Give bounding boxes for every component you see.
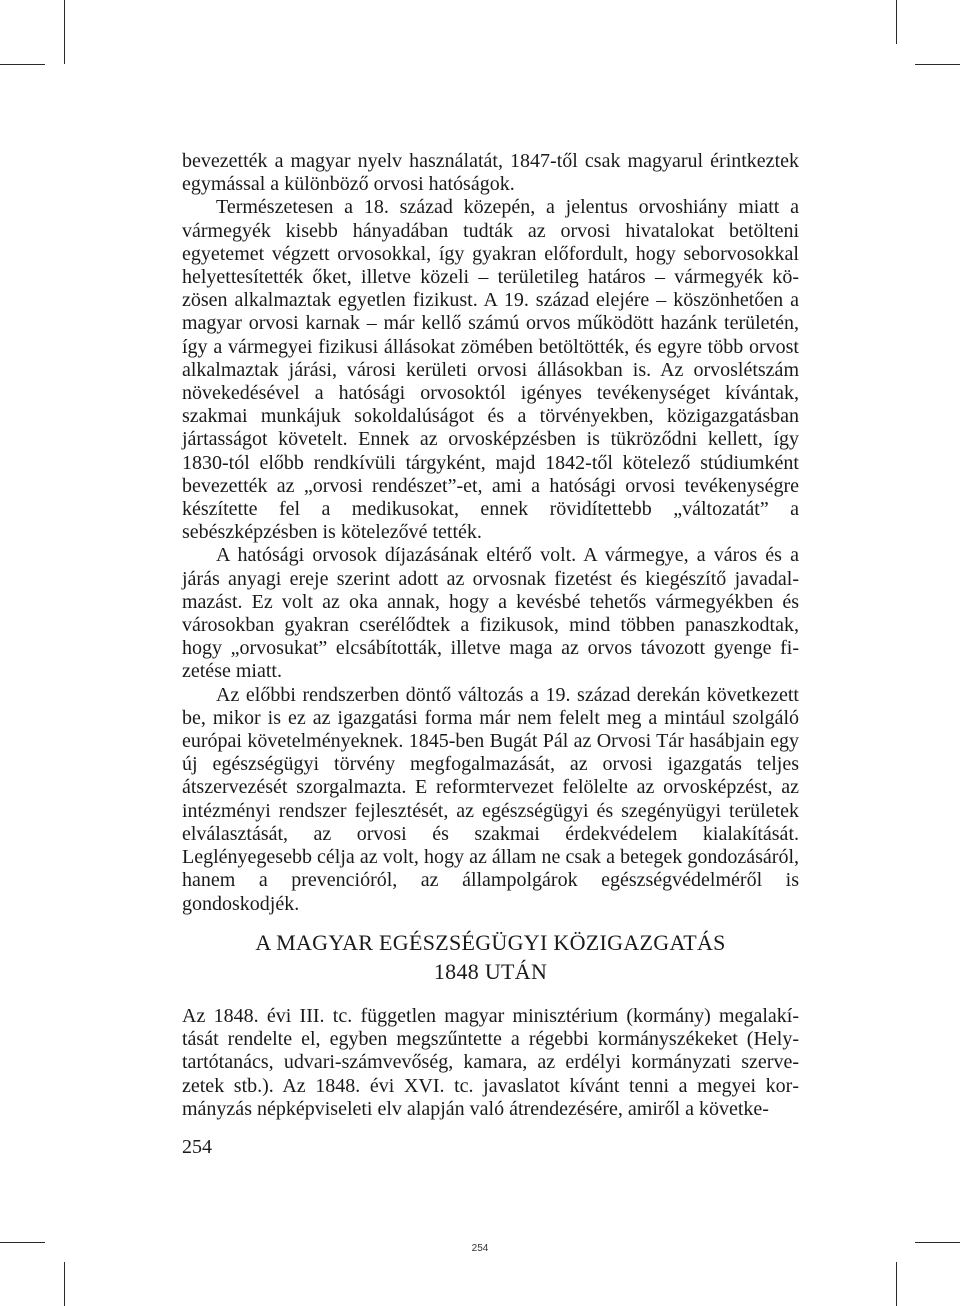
crop-mark — [64, 1262, 65, 1306]
crop-mark — [896, 1262, 897, 1306]
paragraph: Az előbbi rendszerben döntő változás a 19. század derekán következett be, mikor is ez az igazgatási forma már nem felelt meg a mintául szolgáló európai követelményeknek. 1845-ben Bugát Pál az Orvosi Tár hasábjain egy új egészségügyi törvény megfogalmazását, az orvosi igazgatás teljes átszervezését szorgalmazta. E reformtervezet felölelte az orvosképzést, az intézményi rendszer fejlesztését, az egészségügyi és szegényügyi területek elválasztását, az orvosi és szakmai érdekvédelem kialakítását. Leglényegesebb célja az volt, hogy az állam ne csak a betegek gondozásáról, hanem a prevencióról, az állampolgárok egészségvédelméről is gondoskodjék. — [182, 683, 799, 915]
paragraph: Az 1848. évi III. tc. független magyar minisztérium (kormány) megalakítását rendelte el, egyben megszűntette a régebbi kormányszékeket (Helytartótanács, udvari-számvevőség, kamara, az erdélyi kormányzati szervezetek stb.). Az 1848. évi XVI. tc. javaslatot kívánt tenni a megyei kormányzás népképviseleti elv alapján való átrendezésére, amiről a követke- — [182, 1005, 799, 1120]
paragraph: A hatósági orvosok díjazásának eltérő volt. A vármegye, a város és a járás anyagi ereje szerint adott az orvosnak fizetést és kiegészítő javadalmazást. Ez volt az oka annak, hogy a kevésbé tehetős vármegyékben és városokban gyakran cserélődtek a fizikusok, mind többen panaszkodtak, hogy „orvosukat” elcsábították, illetve maga az orvos távozott gyenge fizetése miatt. — [182, 544, 799, 683]
crop-mark — [0, 64, 45, 65]
crop-mark — [64, 0, 65, 64]
section-heading — [182, 928, 799, 986]
crop-mark — [915, 64, 960, 65]
section-body-text — [182, 1005, 799, 1121]
crop-mark — [896, 0, 897, 44]
page-number: 254 — [182, 1136, 212, 1158]
paragraph: Természetesen a 18. század közepén, a jelentus orvoshiány miatt a vármegyék kisebb hányadában tudták az orvosi hivatalokat betölteni egyetemet végzett orvosokkal, így gyakran előfordult, hogy seborvosokkal helyettesítették őket, illetve közeli – területileg határos – vármegyék közösen alkalmaztak egyetlen fizikust. A 19. század elejére – köszönhetően a magyar orvosi karnak – már kellő számú orvos működött hazánk területén, így a vármegyei fizikusi állásokat zömében betöltötték, és egyre több orvost alkalmaztak járási, városi kerületi orvosi állásokban is. Az orvoslétszám növekedésével a hatósági orvosoktól igényes tevékenységet kívántak, szakmai munkájuk sokoldalúságot és a törvényekben, közigazgatásban jártasságot követelt. Ennek az orvosképzésben is tükröződni kellett, így 1830-tól előbb rendkívüli tárgyként, majd 1842-től kötelező stúdiumként bevezették az „orvosi rendészet”-et, ami a hatósági orvosi tevékenységre készítette fel a medikusokat, ennek rövidítettebb „változatát” a sebészképzésben is kötelezővé tették. — [182, 196, 799, 544]
section-heading-line: 1848 UTÁN — [433, 959, 548, 984]
body-text — [182, 150, 799, 916]
section-heading-line: A MAGYAR EGÉSZSÉGÜGYI KÖZIGAZGATÁS — [255, 930, 726, 955]
paragraph: bevezették a magyar nyelv használatát, 1847-től csak magyarul érintkeztek egymással a különböző orvosi hatóságok. — [182, 150, 799, 196]
footer-page-number: 254 — [471, 1243, 489, 1254]
